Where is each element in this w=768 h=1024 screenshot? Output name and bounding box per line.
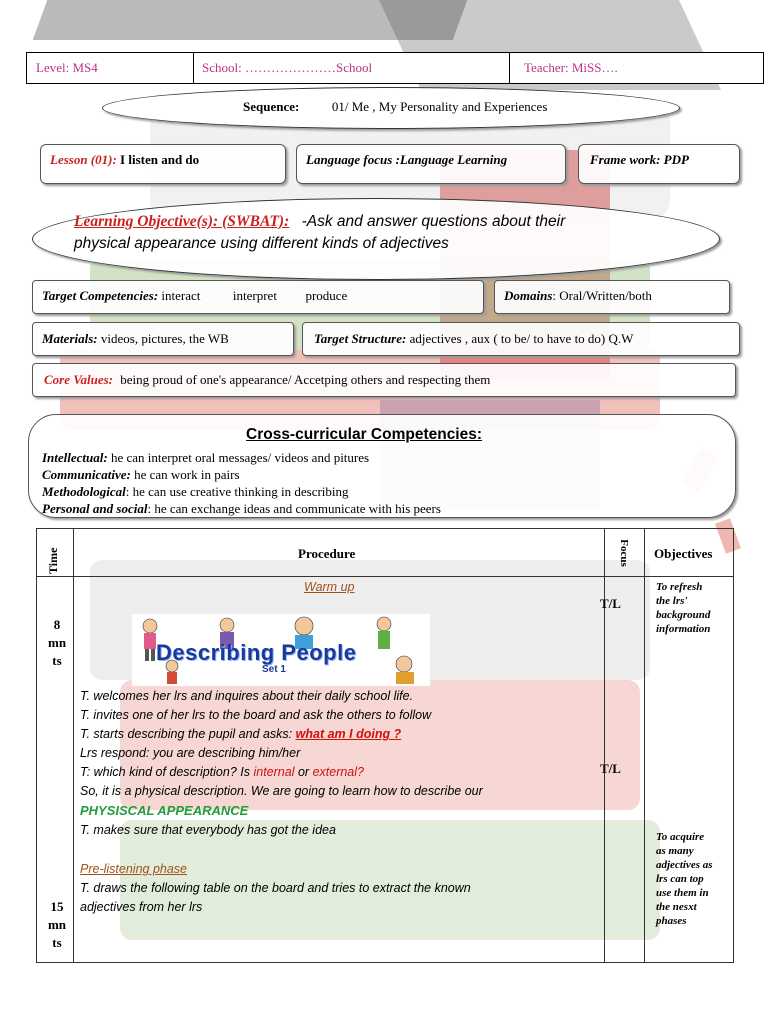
time-first (48, 616, 66, 670)
framework-value: PDP (663, 152, 689, 167)
image-title: Describing People (156, 640, 357, 665)
procedure-line: T. welcomes her lrs and inquires about their daily school life. (80, 689, 414, 703)
competency-produce: produce (305, 288, 348, 303)
internal-word: internal (253, 765, 295, 779)
level-label: Level: (36, 60, 70, 75)
level-field (36, 60, 98, 76)
cross-row-label: Intellectual: (42, 450, 108, 465)
procedure-line: T. starts describing the pupil and asks: (80, 727, 293, 741)
level-value: MS4 (72, 60, 98, 75)
core-values-label: Core Values: (44, 372, 113, 387)
pre-listening-heading: Pre-listening phase (80, 862, 188, 876)
domains-label: Domains (504, 288, 553, 303)
school-label: School: (202, 60, 242, 75)
person-figure-icon (396, 656, 414, 684)
cross-row-label: Personal and social (42, 501, 148, 516)
procedure-header: Procedure (298, 546, 356, 561)
cross-row-value: he can interpret oral messages/ videos and pitures (107, 450, 370, 465)
cross-row-communicative (42, 466, 441, 483)
framework-label: Frame work: (590, 152, 661, 167)
structure-label: Target Structure: (314, 331, 407, 346)
objective-first-line: background (656, 609, 711, 621)
structure-value: adjectives , aux ( to be/ to have to do) Q.W (409, 331, 634, 346)
lesson-label: Lesson (01): (50, 152, 117, 167)
school-value: …………………School (244, 60, 373, 75)
warm-up-heading: Warm up (304, 580, 355, 594)
objective-second-line: as many (656, 845, 694, 857)
lrs-respond-line: Lrs respond: you are describing him/her (80, 746, 301, 760)
objective-line-1 (74, 213, 565, 231)
draws-line-2: adjectives from her lrs (80, 900, 203, 914)
materials-line (42, 331, 229, 347)
domains-value: : Oral/Written/both (552, 288, 652, 303)
physical-appearance: PHYSISCAL APPEARANCE (80, 803, 249, 818)
which-kind-text: T: which kind of description? Is (80, 765, 250, 779)
objective-label: Learning Objective(s): (SWBAT): (74, 213, 290, 230)
domains-line (504, 288, 652, 304)
cross-title: Cross-curricular Competencies: (246, 426, 483, 443)
focus-first: T/L (600, 596, 621, 611)
objectives-header: Objectives (654, 546, 713, 561)
procedure-line-asks (80, 727, 401, 741)
time-second-unit-a: mn (47, 917, 67, 932)
objective-second-line: use them in (656, 887, 709, 899)
objective-second-line: phases (656, 915, 687, 927)
cross-rows (42, 449, 441, 517)
focus-second: T/L (600, 761, 621, 776)
cross-row-intellectual (42, 449, 441, 466)
so-line: So, it is a physical description. We are going to learn how to describe our (80, 784, 483, 798)
image-subtitle: Set 1 (262, 664, 286, 675)
time-second-number: 15 (50, 899, 64, 914)
objective-first-line: To refresh (656, 581, 703, 593)
objective-second-line: adjectives as (656, 859, 713, 871)
framework-line (590, 152, 689, 168)
core-values-line (44, 372, 490, 388)
lesson-value: I listen and do (120, 152, 200, 167)
makes-sure-line: T. makes sure that everybody has got the idea (80, 823, 336, 837)
sequence-value: 01/ Me , My Personality and Experiences (331, 99, 548, 114)
draws-line-1: T. draws the following table on the board and tries to extract the known (80, 881, 471, 895)
objective-first-line: information (656, 623, 711, 635)
cross-row-label: Methodological (42, 484, 126, 499)
teacher-label: Teacher: (524, 60, 569, 75)
cross-row-value: : he can use creative thinking in describing (125, 484, 349, 499)
header-bar (26, 52, 764, 84)
sequence-label: Sequence: (243, 99, 300, 114)
competency-interact: interact (161, 288, 201, 303)
time-first-unit-a: mn (48, 635, 67, 650)
materials-label: Materials: (42, 331, 98, 346)
external-word: external? (312, 765, 364, 779)
competency-interpret: interpret (232, 288, 277, 303)
which-kind-line (80, 765, 364, 779)
sequence-line (243, 99, 547, 115)
competencies-label: Target Competencies: (42, 288, 159, 303)
procedure-line: T. invites one of her lrs to the board and ask the others to follow (80, 708, 432, 722)
objective-second-line: the nesxt (656, 901, 697, 913)
objective-first-line: the lrs' (656, 595, 688, 607)
competencies-line (42, 288, 347, 304)
time-second (46, 898, 68, 952)
materials-value: videos, pictures, the WB (100, 331, 229, 346)
teacher-value: MiSS…. (571, 60, 618, 75)
lesson-line (50, 152, 199, 168)
objective-text-2: physical appearance using different kinds of adjectives (74, 235, 449, 252)
cross-row-methodological (42, 483, 441, 500)
cross-row-value: he can work in pairs (130, 467, 240, 482)
person-figure-icon (143, 619, 157, 661)
teacher-field (524, 60, 618, 76)
language-focus: Language focus :Language Learning (306, 152, 508, 167)
describing-people-image (132, 614, 430, 686)
objective-second (656, 830, 730, 928)
focus-header: Focus (618, 539, 630, 567)
core-values-value: being proud of one's appearance/ Accetping others and respecting them (120, 372, 491, 387)
what-am-i-doing: what am I doing ? (295, 727, 402, 741)
cross-row-personal (42, 500, 441, 517)
objective-first (656, 580, 730, 636)
person-figure-icon (377, 617, 391, 649)
time-first-number: 8 (53, 617, 61, 632)
cross-row-label: Communicative: (42, 467, 131, 482)
objective-text-1: -Ask and answer questions about their (301, 213, 566, 230)
time-first-unit-b: ts (52, 653, 62, 668)
objective-second-line: lrs can top (656, 873, 704, 885)
objective-second-line: To acquire (656, 831, 705, 843)
time-header: Time (46, 547, 60, 574)
cross-row-value: : he can exchange ideas and communicate with his peers (147, 501, 441, 516)
school-field (202, 60, 372, 76)
structure-line (314, 331, 633, 347)
or-word: or (297, 765, 310, 779)
time-second-unit-b: ts (52, 935, 62, 950)
